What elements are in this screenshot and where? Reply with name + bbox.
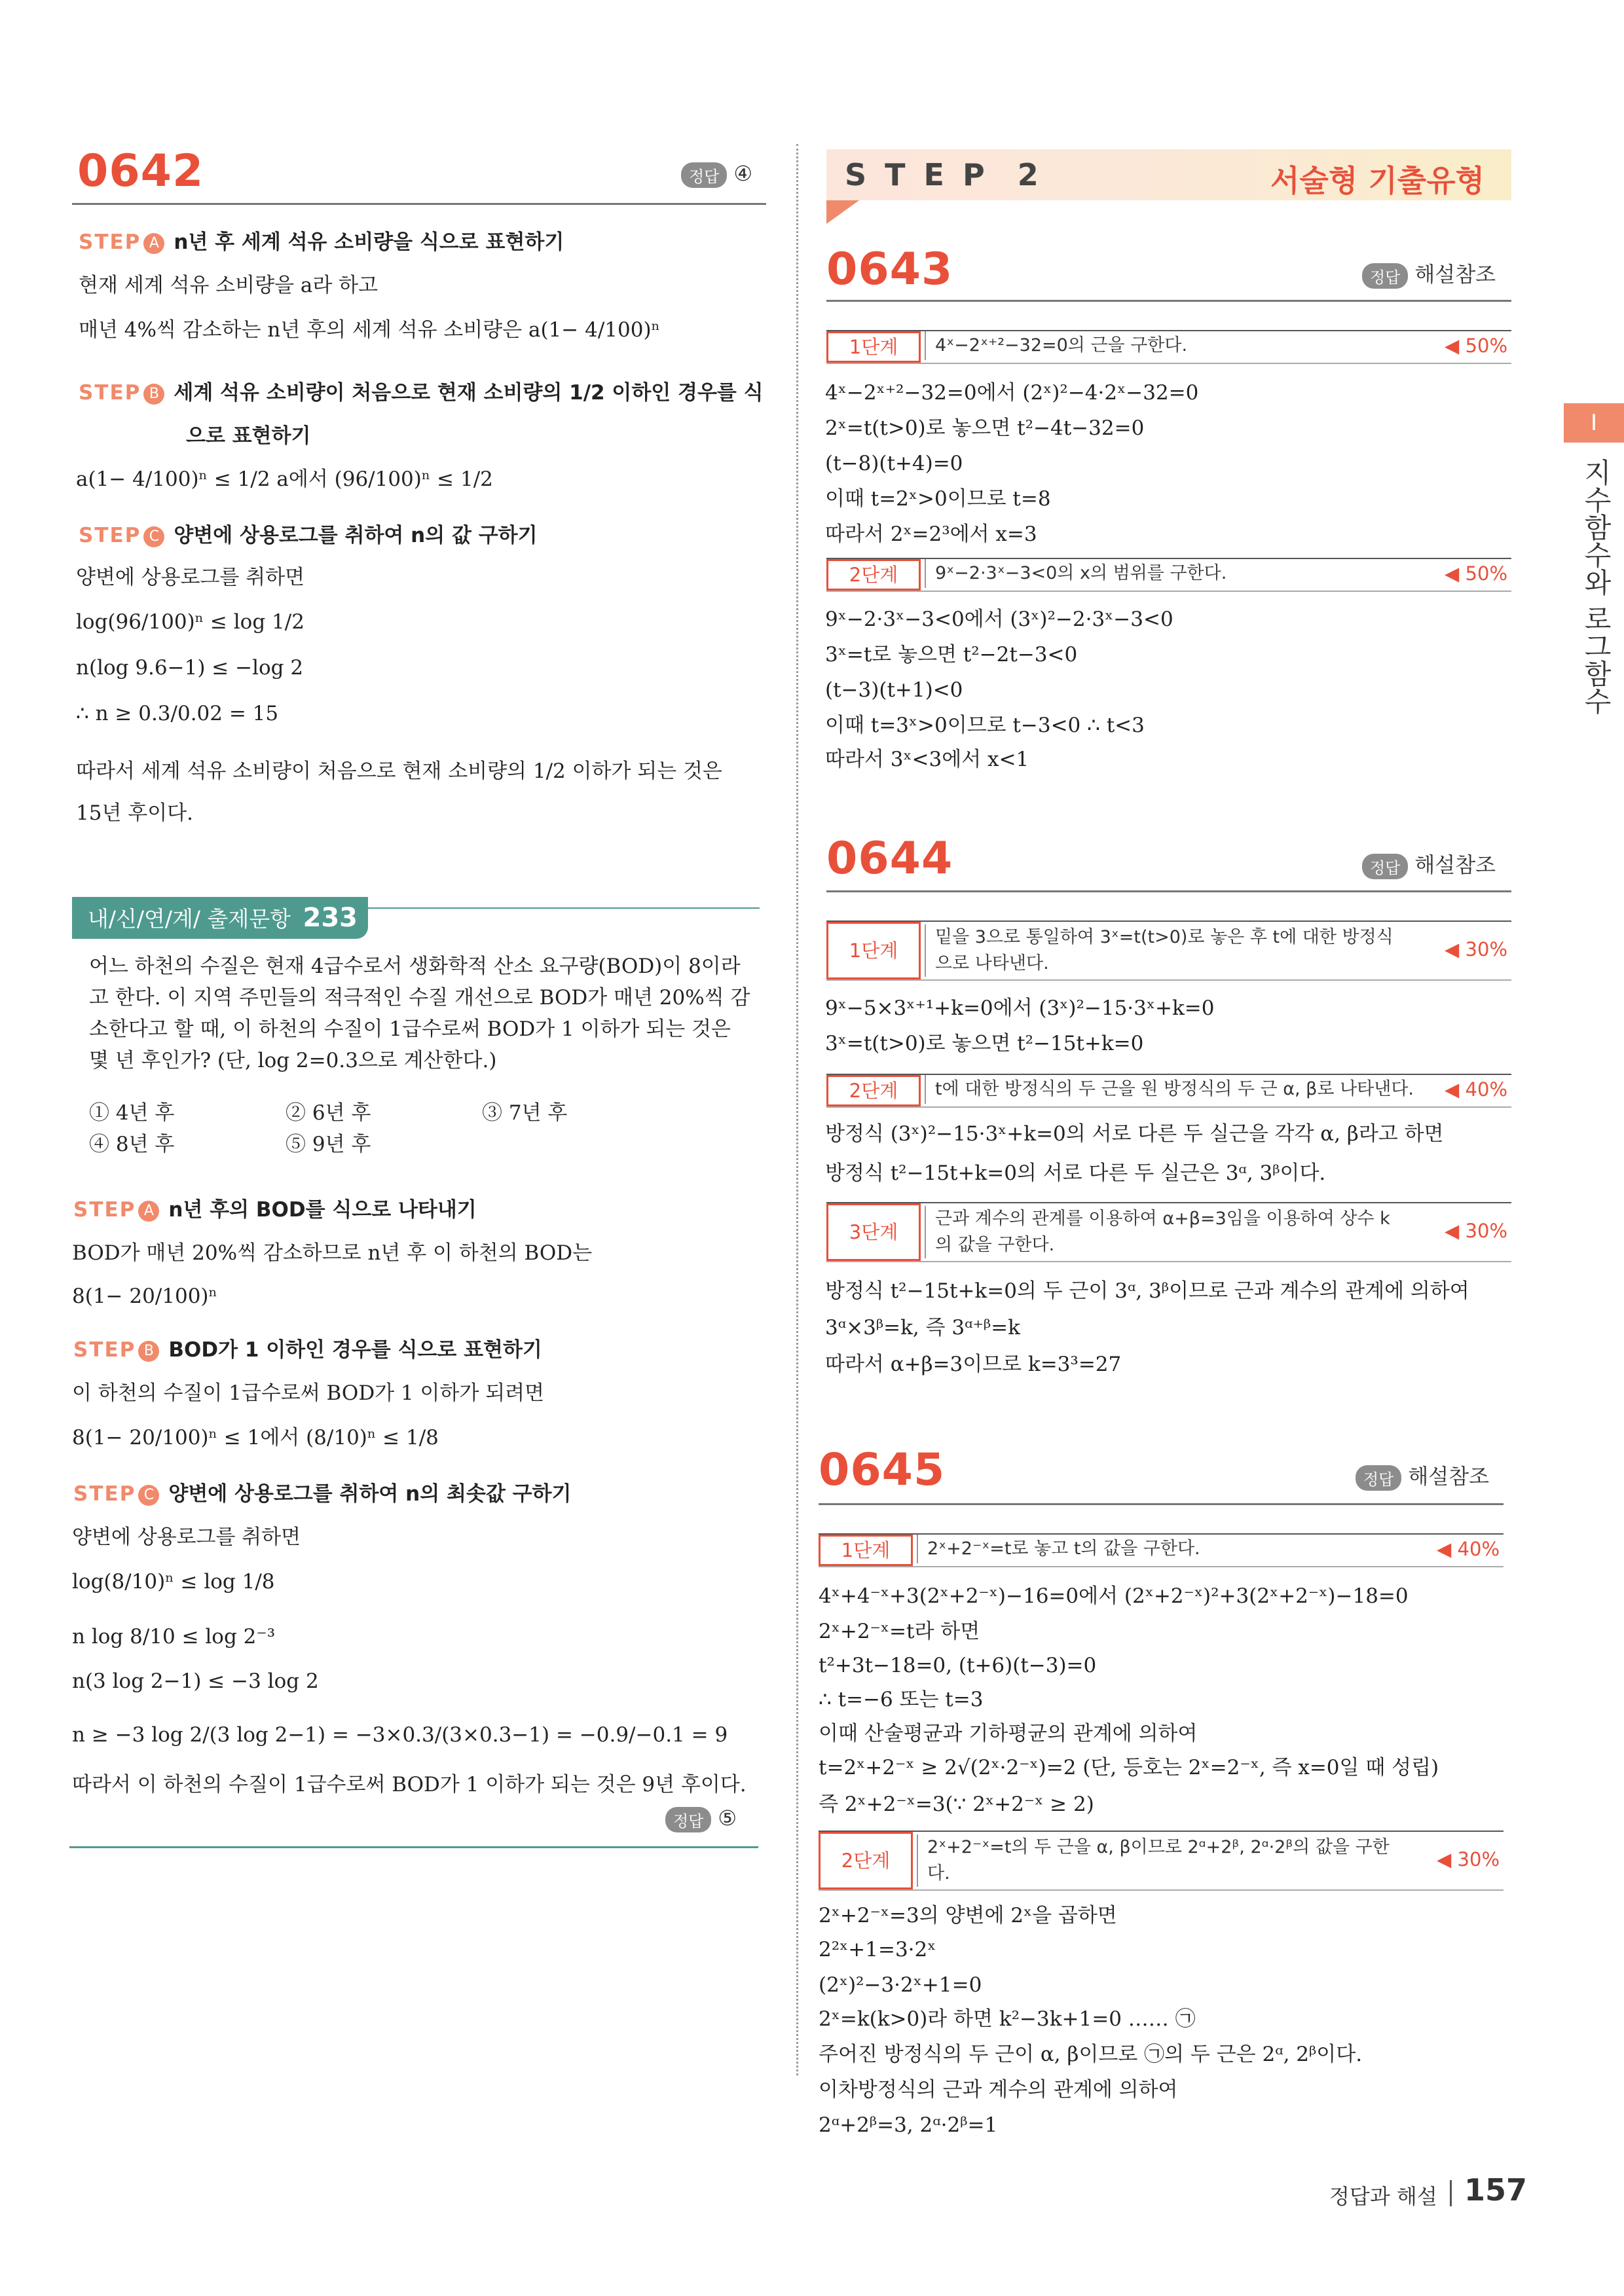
tier-tag: 3단계 — [826, 1203, 921, 1261]
banner-label: 내/신/연/계/ 출제문항 — [88, 906, 291, 932]
tier-percent: ◀ 40% — [1437, 1538, 1500, 1560]
banner-number: 233 — [303, 903, 358, 933]
answer-0643 — [1362, 258, 1496, 289]
text-line: ∴ t=−6 또는 t=3 — [819, 1688, 984, 1711]
tier-desc: 밑을 3으로 통일하여 3ˣ=t(t>0)로 놓은 후 t에 대한 방정식으로 나타낸다. — [925, 924, 1407, 977]
question-line: 몇 년 후인가? (단, log 2=0.3으로 계산한다.) — [89, 1049, 497, 1072]
text-line: 양변에 상용로그를 취하면 — [72, 1525, 301, 1549]
tier-percent: ◀ 30% — [1437, 1848, 1500, 1870]
tier-1 — [826, 330, 1511, 364]
answer-badge: 정답 — [1362, 263, 1408, 289]
text-line: 이 하천의 수질이 1급수로써 BOD가 1 이하가 되려면 — [72, 1381, 545, 1405]
text-line: 방정식 (3ˣ)²−15·3ˣ+k=0의 서로 다른 두 실근을 각각 α, β라고 하면 — [825, 1122, 1444, 1146]
tier-percent: ◀ 40% — [1445, 1078, 1507, 1101]
text-line: ∴ n ≥ 0.3/0.02 = 15 — [76, 702, 279, 725]
step-b-heading-cont: 으로 표현하기 — [186, 424, 311, 448]
text-line: log(8/10)ⁿ ≤ log 1/8 — [72, 1570, 275, 1594]
answer-value: ⑤ — [718, 1806, 737, 1831]
tier-2 — [826, 1074, 1511, 1108]
text-line: 이때 t=3ˣ>0이므로 t−3<0 ∴ t<3 — [825, 714, 1145, 737]
question-line: 고 한다. 이 지역 주민들의 적극적인 수질 개선으로 BOD가 매년 20%씩 감 — [89, 986, 750, 1010]
text-line: 이차방정식의 근과 계수의 관계에 의하여 — [819, 2078, 1178, 2102]
tier-1 — [826, 920, 1511, 981]
linked-step-c-heading: STEP C 양변에 상용로그를 취하여 n의 최솟값 구하기 — [73, 1482, 572, 1506]
text-line: n log 8/10 ≤ log 2⁻³ — [72, 1625, 276, 1649]
text-line: 방정식 t²−15t+k=0의 두 근이 3ᵅ, 3ᵝ이므로 근과 계수의 관계에 의하여 — [825, 1279, 1469, 1303]
problem-number-0643: 0643 — [826, 244, 953, 295]
answer-badge: 정답 — [1362, 854, 1408, 879]
text-line: 2ˣ+2⁻ˣ=t라 하면 — [819, 1620, 980, 1643]
text-line: log(96/100)ⁿ ≤ log 1/2 — [76, 610, 304, 634]
page-number: 157 — [1464, 2172, 1528, 2208]
problem-number-0644: 0644 — [826, 833, 953, 884]
linked-answer — [665, 1806, 737, 1832]
tier-percent: ◀ 50% — [1445, 562, 1507, 585]
text-line: 9ˣ−5×3ˣ⁺¹+k=0에서 (3ˣ)²−15·3ˣ+k=0 — [825, 996, 1215, 1020]
answer-0642 — [681, 161, 752, 188]
column-divider — [796, 144, 798, 2075]
linked-step-a-heading: STEP A n년 후의 BOD를 식으로 나타내기 — [73, 1198, 477, 1222]
text-line: t²+3t−18=0, (t+6)(t−3)=0 — [819, 1654, 1097, 1677]
answer-value: 해설참조 — [1408, 1464, 1490, 1489]
tier-desc: 2ˣ+2⁻ˣ=t의 두 근을 α, β이므로 2ᵅ+2ᵝ, 2ᵅ·2ᵝ의 값을 구한다. — [917, 1834, 1399, 1887]
text-line: 이때 산술평균과 기하평균의 관계에 의하여 — [819, 1722, 1198, 1745]
text-line: 15년 후이다. — [76, 801, 193, 825]
linked-problem-banner — [72, 897, 368, 939]
divider — [72, 203, 766, 205]
text-line: 3ˣ=t(t>0)로 놓으면 t²−15t+k=0 — [825, 1032, 1144, 1055]
text-line: BOD가 매년 20%씩 감소하므로 n년 후 이 하천의 BOD는 — [72, 1241, 593, 1265]
answer-badge: 정답 — [681, 162, 727, 188]
step-a-heading: STEP A n년 후 세계 석유 소비량을 식으로 표현하기 — [79, 230, 564, 254]
text-line: (t−8)(t+4)=0 — [825, 452, 963, 475]
text-line: t=2ˣ+2⁻ˣ ≥ 2√(2ˣ·2⁻ˣ)=2 (단, 등호는 2ˣ=2⁻ˣ, 즉 x=0일 때 성립) — [819, 1756, 1439, 1779]
footer-label: 정답과 해설 — [1329, 2184, 1437, 2209]
answer-0645 — [1356, 1460, 1489, 1491]
tier-tag: 1단계 — [826, 331, 921, 363]
tier-desc: 9ˣ−2·3ˣ−3<0의 x의 범위를 구한다. — [925, 559, 1227, 588]
text-line: (2ˣ)²−3·2ˣ+1=0 — [819, 1973, 982, 1997]
step2-corner — [826, 200, 859, 224]
answer-0644 — [1362, 848, 1496, 879]
answer-badge: 정답 — [1356, 1465, 1401, 1491]
step-b-heading: STEP B 세계 석유 소비량이 처음으로 현재 소비량의 1/2 이하인 경우를 식 — [79, 381, 764, 405]
tier-1 — [819, 1533, 1504, 1567]
question-line: 어느 하천의 수질은 현재 4급수로서 생화학적 산소 요구량(BOD)이 8이라 — [89, 955, 741, 978]
text-line: 주어진 방정식의 두 근이 α, β이므로 ㉠의 두 근은 2ᵅ, 2ᵝ이다. — [819, 2043, 1363, 2066]
tier-desc: 2ˣ+2⁻ˣ=t로 놓고 t의 값을 구한다. — [917, 1535, 1200, 1563]
choice-3: ③ 7년 후 — [482, 1101, 568, 1125]
text-line: 2²ˣ+1=3·2ˣ — [819, 1938, 936, 1961]
choice-1: ① 4년 후 — [89, 1101, 175, 1125]
text-line: 따라서 세계 석유 소비량이 처음으로 현재 소비량의 1/2 이하가 되는 것은 — [76, 759, 722, 783]
answer-value: 해설참조 — [1414, 262, 1496, 287]
text-line: 방정식 t²−15t+k=0의 서로 다른 두 실근은 3ᵅ, 3ᵝ이다. — [825, 1161, 1326, 1185]
tier-tag: 1단계 — [819, 1535, 913, 1566]
text-line: 8(1− 20/100)ⁿ — [72, 1285, 217, 1308]
text-line: 현재 세계 석유 소비량을 a라 하고 — [79, 274, 378, 297]
text-line: 3ˣ=t로 놓으면 t²−2t−3<0 — [825, 643, 1078, 666]
chapter-title: 지수함수와 로그함수 — [1580, 458, 1612, 715]
answer-badge: 정답 — [665, 1807, 711, 1832]
footer-separator — [1450, 2180, 1452, 2206]
text-line: 이때 t=2ˣ>0이므로 t=8 — [825, 487, 1051, 511]
tier-desc: 근과 계수의 관계를 이용하여 α+β=3임을 이용하여 상수 k의 값을 구한다. — [925, 1206, 1407, 1258]
tier-percent: ◀ 30% — [1445, 938, 1507, 960]
text-line: 9ˣ−2·3ˣ−3<0에서 (3ˣ)²−2·3ˣ−3<0 — [825, 608, 1173, 631]
step2-label: S T E P 2 — [845, 157, 1043, 192]
tier-2 — [826, 558, 1511, 592]
text-line: 2ˣ+2⁻ˣ=3의 양변에 2ˣ을 곱하면 — [819, 1904, 1117, 1927]
tier-percent: ◀ 50% — [1445, 335, 1507, 357]
choice-4: ④ 8년 후 — [89, 1133, 175, 1156]
answer-value: ④ — [733, 161, 753, 186]
tier-tag: 2단계 — [826, 559, 921, 591]
chapter-tab — [1564, 403, 1624, 443]
text-line: a(1− 4/100)ⁿ ≤ 1/2 a에서 (96/100)ⁿ ≤ 1/2 — [76, 467, 493, 491]
text-line: n(3 log 2−1) ≤ −3 log 2 — [72, 1669, 319, 1693]
text-line: (t−3)(t+1)<0 — [825, 678, 963, 702]
text-line: 즉 2ˣ+2⁻ˣ=3(∵ 2ˣ+2⁻ˣ ≥ 2) — [819, 1793, 1094, 1816]
divider — [819, 1503, 1504, 1505]
text-line: 따라서 2ˣ=2³에서 x=3 — [825, 522, 1037, 546]
answer-value: 해설참조 — [1414, 852, 1496, 877]
text-line: 따라서 α+β=3이므로 k=3³=27 — [825, 1353, 1122, 1376]
text-line: 2ˣ=k(k>0)라 하면 k²−3k+1=0 …… ㉠ — [819, 2007, 1196, 2031]
text-line: 양변에 상용로그를 취하면 — [76, 566, 305, 589]
step-c-heading: STEP C 양변에 상용로그를 취하여 n의 값 구하기 — [79, 524, 538, 547]
divider — [826, 890, 1511, 892]
tier-tag: 2단계 — [819, 1832, 913, 1889]
text-line: n ≥ −3 log 2/(3 log 2−1) = −3×0.3/(3×0.3−1) = −0.9/−0.1 = 9 — [72, 1723, 728, 1747]
linked-bottom-rule — [69, 1846, 758, 1848]
problem-number-0642: 0642 — [77, 145, 204, 197]
tier-percent: ◀ 30% — [1445, 1220, 1507, 1242]
tier-3 — [826, 1202, 1511, 1262]
banner-rule — [367, 907, 760, 909]
text-line: 4ˣ+4⁻ˣ+3(2ˣ+2⁻ˣ)−16=0에서 (2ˣ+2⁻ˣ)²+3(2ˣ+2⁻ˣ)−18=0 — [819, 1584, 1409, 1608]
question-line: 소한다고 할 때, 이 하천의 수질이 1급수로써 BOD가 1 이하가 되는 것은 — [89, 1017, 731, 1041]
text-line: 2ˣ=t(t>0)로 놓으면 t²−4t−32=0 — [825, 416, 1145, 440]
tier-desc: 4ˣ−2ˣ⁺²−32=0의 근을 구한다. — [925, 331, 1187, 360]
choice-5: ⑤ 9년 후 — [286, 1133, 371, 1156]
chapter-tab-label: I — [1590, 410, 1598, 436]
divider — [826, 300, 1511, 302]
text-line: 8(1− 20/100)ⁿ ≤ 1에서 (8/10)ⁿ ≤ 1/8 — [72, 1426, 439, 1449]
choice-2: ② 6년 후 — [286, 1101, 371, 1125]
text-line: 매년 4%씩 감소하는 n년 후의 세계 석유 소비량은 a(1− 4/100)ⁿ — [79, 318, 660, 342]
text-line: 4ˣ−2ˣ⁺²−32=0에서 (2ˣ)²−4·2ˣ−32=0 — [825, 381, 1199, 405]
text-line: 따라서 이 하천의 수질이 1급수로써 BOD가 1 이하가 되는 것은 9년 후이다. — [72, 1773, 747, 1796]
tier-tag: 1단계 — [826, 922, 921, 979]
problem-number-0645: 0645 — [819, 1444, 946, 1496]
text-line: 따라서 3ˣ<3에서 x<1 — [825, 748, 1029, 771]
text-line: 2ᵅ+2ᵝ=3, 2ᵅ·2ᵝ=1 — [819, 2113, 998, 2137]
tier-tag: 2단계 — [826, 1075, 921, 1106]
tier-desc: t에 대한 방정식의 두 근을 원 방정식의 두 근 α, β로 나타낸다. — [925, 1075, 1414, 1104]
text-line: 3ᵅ×3ᵝ=k, 즉 3ᵅ⁺ᵝ=k — [825, 1316, 1020, 1339]
text-line: n(log 9.6−1) ≤ −log 2 — [76, 656, 304, 680]
tier-2 — [819, 1831, 1504, 1891]
step2-title: 서술형 기출유형 — [1270, 163, 1485, 198]
linked-step-b-heading: STEP B BOD가 1 이하인 경우를 식으로 표현하기 — [73, 1338, 542, 1362]
